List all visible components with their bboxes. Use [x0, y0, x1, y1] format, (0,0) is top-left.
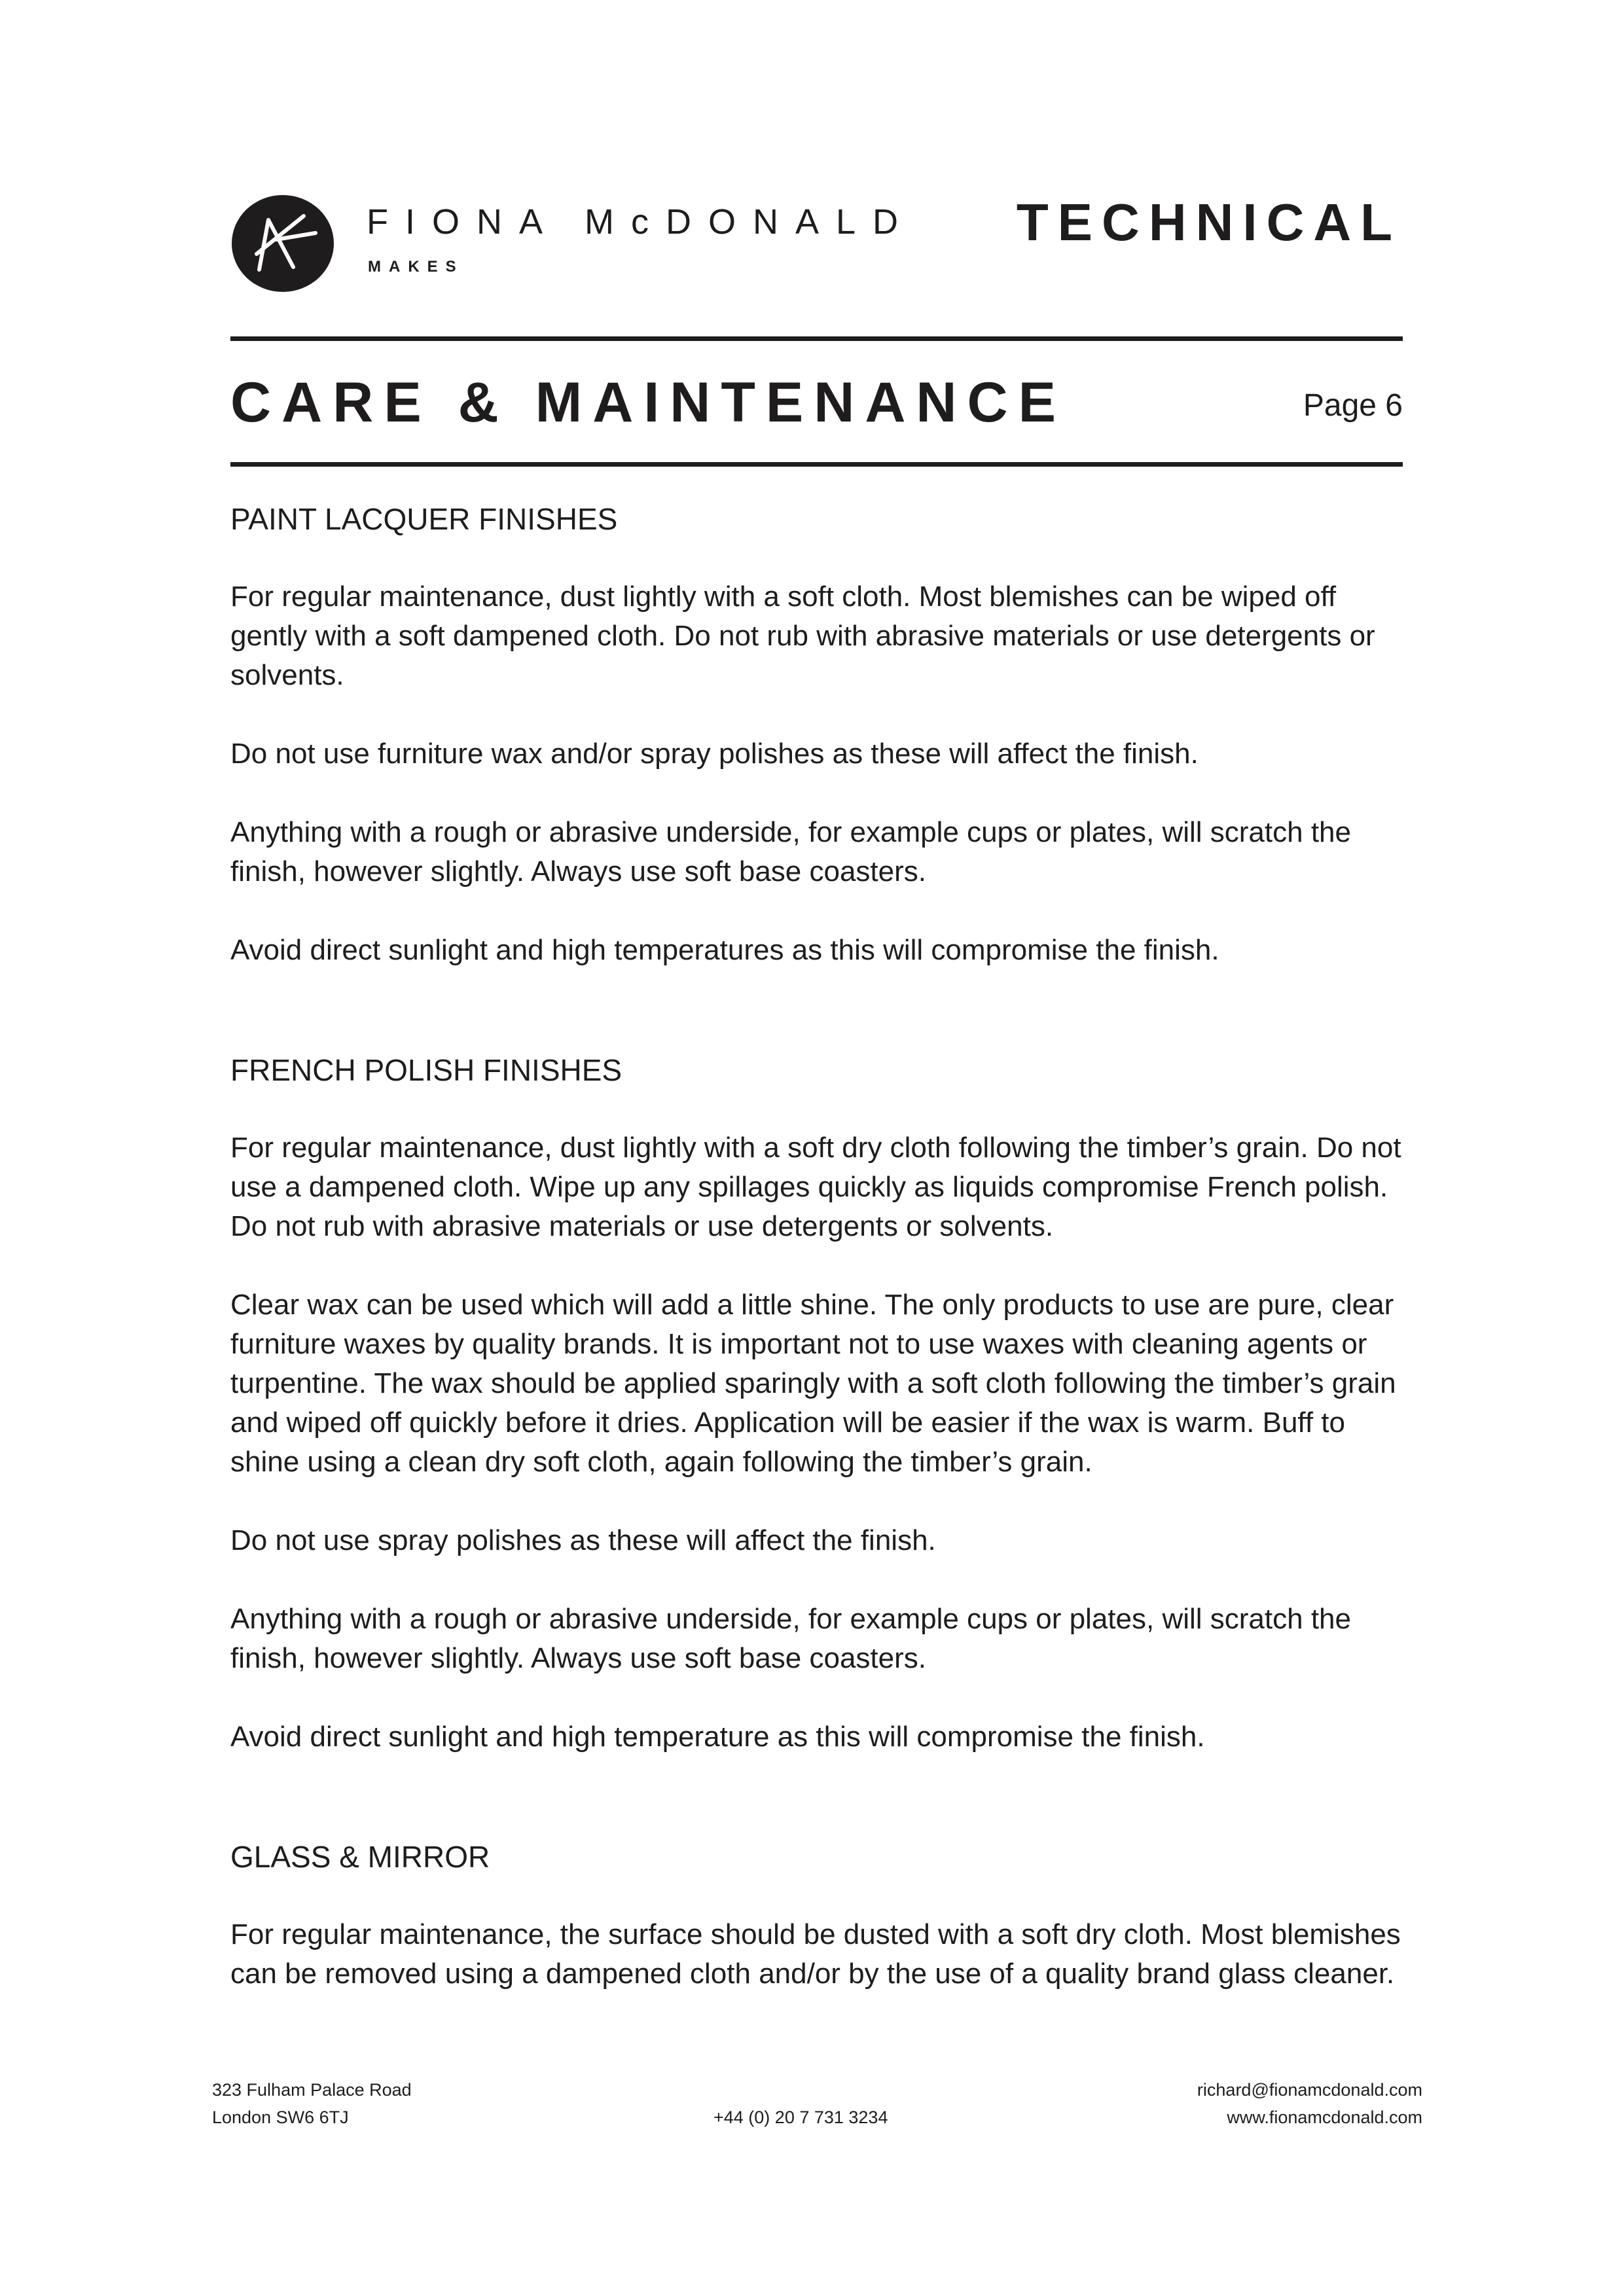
- page-number: Page 6: [1303, 388, 1403, 423]
- section-glass-mirror: [230, 1835, 1409, 1994]
- document-type: TECHNICAL: [1016, 193, 1401, 251]
- paragraph: For regular maintenance, the surface should be dusted with a soft dry cloth. Most blemishes can be removed using a dampened cloth and/or by the use of a quality brand glass cleaner.: [230, 1918, 1401, 1990]
- paragraph: Do not use furniture wax and/or spray polishes as these will affect the finish.: [230, 738, 1199, 770]
- header-divider-bottom: [230, 462, 1403, 467]
- section-heading: PAINT LACQUER FINISHES: [230, 502, 618, 536]
- header-divider-top: [230, 336, 1403, 341]
- phone-number: +44 (0) 20 7 731 3234: [713, 2108, 888, 2127]
- address-line: London SW6 6TJ: [212, 2108, 349, 2127]
- paragraph: For regular maintenance, dust lightly with a soft dry cloth following the timber’s grain. Do not use a dampened cloth. Wipe up any spillages quickly as liquids compromise French polish. Do not rub with abrasive materials or use detergents or solvents.: [230, 1132, 1401, 1242]
- section-heading: FRENCH POLISH FINISHES: [230, 1053, 623, 1087]
- email-address: richard@fionamcdonald.com: [1197, 2080, 1422, 2100]
- website-url: www.fionamcdonald.com: [1227, 2108, 1422, 2127]
- paragraph: Anything with a rough or abrasive underside, for example cups or plates, will scratch the finish, however slightly. Always use soft base coasters.: [230, 816, 1351, 888]
- section-paint-lacquer: [230, 497, 1409, 970]
- paragraph: Avoid direct sunlight and high temperature as this will compromise the finish.: [230, 1721, 1205, 1753]
- brand-logo-icon: [230, 194, 335, 293]
- brand-name: FIONA McDONALD: [367, 202, 916, 242]
- address-line: 323 Fulham Palace Road: [212, 2080, 412, 2100]
- paragraph: Clear wax can be used which will add a little shine. The only products to use are pure, clear furniture waxes by quality brands. It is important not to use waxes with cleaning agents or turpentine. The wax should be applied sparingly with a soft cloth following the timber’s grain and wiped off quickly before it dries. Application will be easier if the wax is warm. Buff to shine using a clean dry soft cloth, again following the timber’s grain.: [230, 1289, 1396, 1478]
- footer-contact: [1197, 2076, 1422, 2131]
- section-french-polish: [230, 1049, 1409, 1757]
- paragraph: For regular maintenance, dust lightly with a soft cloth. Most blemishes can be wiped off gently with a soft dampened cloth. Do not rub with abrasive materials or use detergents or solvents.: [230, 581, 1375, 691]
- paragraph: Avoid direct sunlight and high temperatures as this will compromise the finish.: [230, 934, 1219, 966]
- page-title: CARE & MAINTENANCE: [230, 371, 1066, 434]
- brand-subtitle: MAKES: [368, 258, 464, 276]
- paragraph: Do not use spray polishes as these will affect the finish.: [230, 1524, 936, 1556]
- section-heading: GLASS & MIRROR: [230, 1840, 490, 1874]
- footer-phone: [713, 2104, 888, 2131]
- footer-address: [212, 2076, 412, 2131]
- paragraph: Anything with a rough or abrasive underside, for example cups or plates, will scratch the finish, however slightly. Always use soft base coasters.: [230, 1603, 1351, 1674]
- document-body: [230, 497, 1409, 2033]
